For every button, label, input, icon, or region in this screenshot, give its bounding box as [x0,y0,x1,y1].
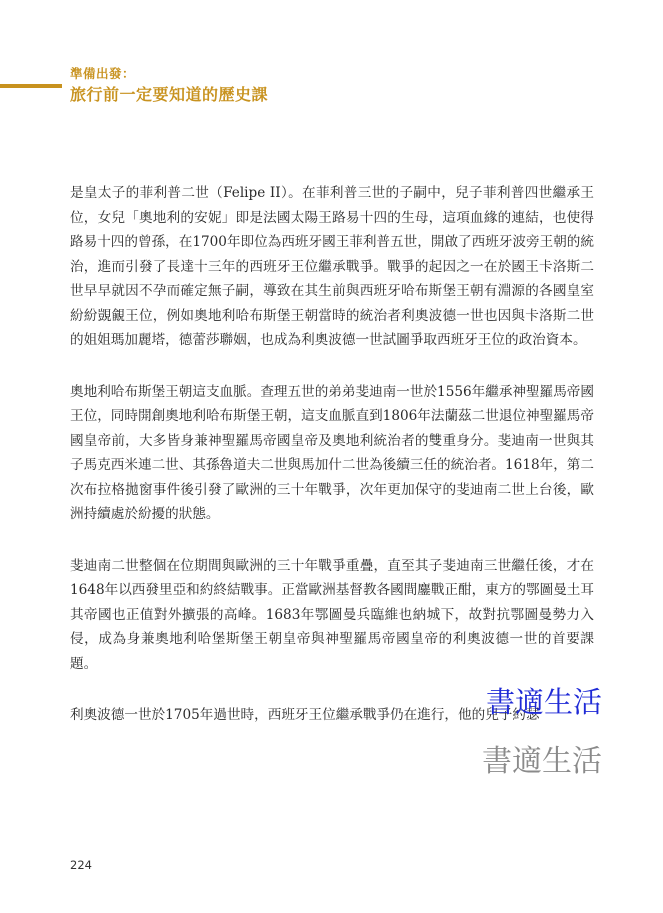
body-text [70,181,594,755]
paragraph-1: 是皇太子的菲利普二世（Felipe II）。在菲利普三世的子嗣中，兒子菲利普四世繼承王位，女兒「奧地利的安妮」即是法國太陽王路易十四的生母，這項血緣的連結，也使得路易十四的曾孫，在1700年即位為西班牙國王菲利普五世，開啟了西班牙波旁王朝的統治，進而引發了長達十三年的西班牙王位繼承戰爭。戰爭的起因之一在於國王卡洛斯二世早早就因不孕而確定無子嗣，導致在其生前與西班牙哈布斯堡王朝有淵源的各國皇室紛紛覬覦王位，例如奧地利哈布斯堡王朝當時的統治者利奧波德一世也因與卡洛斯二世的姐姐瑪加麗塔，德蕾莎聯姻，也成為利奧波德一世試圖爭取西班牙王位的政治資本。 [70,185,594,348]
paragraph-2: 奧地利哈布斯堡王朝這支血脈。查理五世的弟弟斐迪南一世於1556年繼承神聖羅馬帝國王位，同時開創奧地利哈布斯堡王朝，這支血脈直到1806年法蘭茲二世退位神聖羅馬帝國皇帝前，大多皆身兼神聖羅馬帝國皇帝及奧地利統治者的雙重身分。斐迪南一世與其子馬克西米連二世、其孫魯道夫二世與馬加什二世為後續三任的統治者。1618年，第二次布拉格拋窗事件後引發了歐洲的三十年戰爭，次年更加保守的斐迪南二世上台後，歐洲持續處於紛擾的狀態。 [70,383,594,522]
header-accent-bar [0,84,62,88]
page-number: 224 [70,858,92,872]
chapter-title: 旅行前一定要知道的歷史課 [70,85,269,104]
paragraph-3: 斐迪南二世整個在位期間與歐洲的三十年戰爭重疊，直至其子斐迪南三世繼任後，才在1648年以西發里亞和約終結戰事。正當歐洲基督教各國間鏖戰正酣，東方的鄂圖曼土耳其帝國也正值對外擴張的高峰。1683年鄂圖曼兵臨維也納城下，故對抗鄂圖曼勢力入侵，成為身兼奧地利哈堡斯堡王朝皇帝與神聖羅馬帝國皇帝的利奧波德一世的首要課題。 [70,557,594,672]
watermark-primary: 書適生活 [486,685,603,719]
paragraph-4: 利奧波德一世於1705年過世時，西班牙王位繼承戰爭仍在進行，他的兒子約瑟 [70,707,540,723]
chapter-subtitle: 準備出發： [70,66,136,81]
watermark-secondary: 書適生活 [482,744,602,779]
